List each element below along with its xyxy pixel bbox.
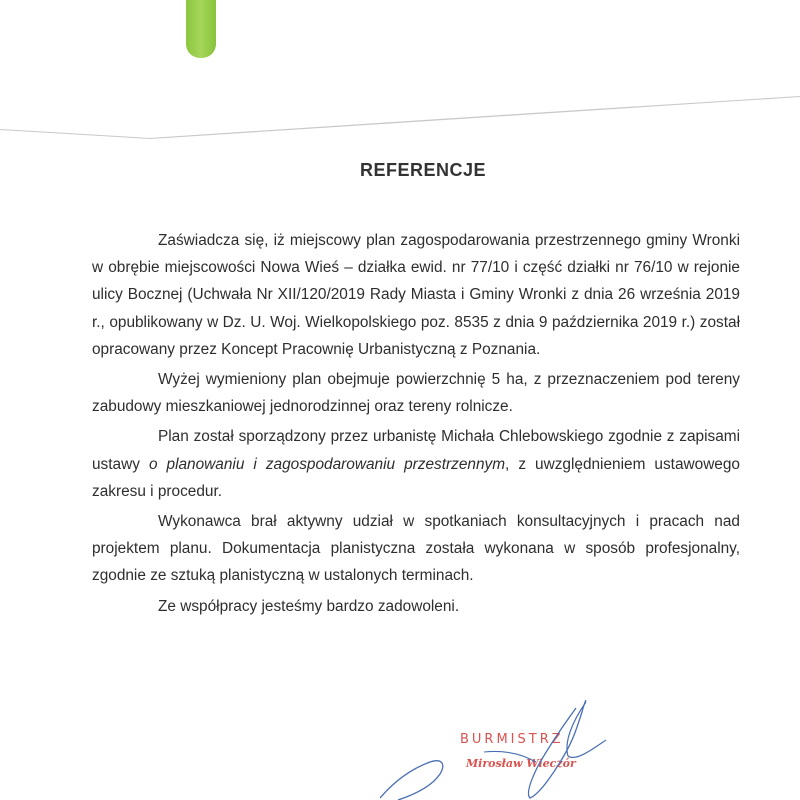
act-title: o planowaniu i zagospodarowaniu przestrzennym	[148, 455, 506, 473]
signature-block	[380, 690, 800, 800]
paragraph-urbanist	[92, 423, 740, 505]
paragraph-plan-area: Wyżej wymieniony plan obejmuje powierzchnię 5 ha, z przeznaczeniem pod tereny zabudowy mieszkaniowej jednorodzinnej oraz tereny rolnicze.	[92, 371, 740, 416]
letterhead-green-bar	[186, 0, 216, 58]
paragraph-urbanist-text-1: Plan został sporządzony przez urbanistę Michała Chlebowskiego zgodnie z zapisami ustawy	[92, 428, 740, 473]
letterhead-graphic	[0, 0, 800, 150]
stamp-name: Mirosław Wieczór	[466, 757, 576, 770]
paragraph-closing: Ze współpracy jesteśmy bardzo zadowoleni.	[158, 597, 460, 615]
paragraph-certification: Zaświadcza się, iż miejscowy plan zagospodarowania przestrzennego gminy Wronki w obrębie miejscowości Nowa Wieś – działka ewid. nr 77/10 i część działki nr 76/10 w rejonie ulicy Bocznej (Uchwała Nr XII/120/2019 Rady Miasta i Gminy Wronki z dnia 26 września 2019 r., opublikowany w Dz. U. Woj. Wielkopolskiego poz. 8535 z dnia 9 października 2019 r.) został opracowany przez Koncept Pracownię Urbanistyczną z Poznania.	[92, 232, 740, 358]
document-title: REFERENCJE	[359, 160, 487, 180]
paragraph-urbanist-text-2: , z uwzględnieniem ustawowego zakresu i procedur.	[92, 455, 740, 500]
handwritten-signature	[380, 690, 800, 800]
paragraph-contractor: Wykonawca brał aktywny udział w spotkaniach konsultacyjnych i pracach nad projektem planu. Dokumentacja planistyczna została wykonana w sposób profesjonalny, zgodnie ze sztuką planistyczną w ustalonych terminach.	[92, 513, 740, 585]
document-body	[92, 227, 740, 623]
stamp-title: BURMISTRZ	[460, 732, 564, 747]
